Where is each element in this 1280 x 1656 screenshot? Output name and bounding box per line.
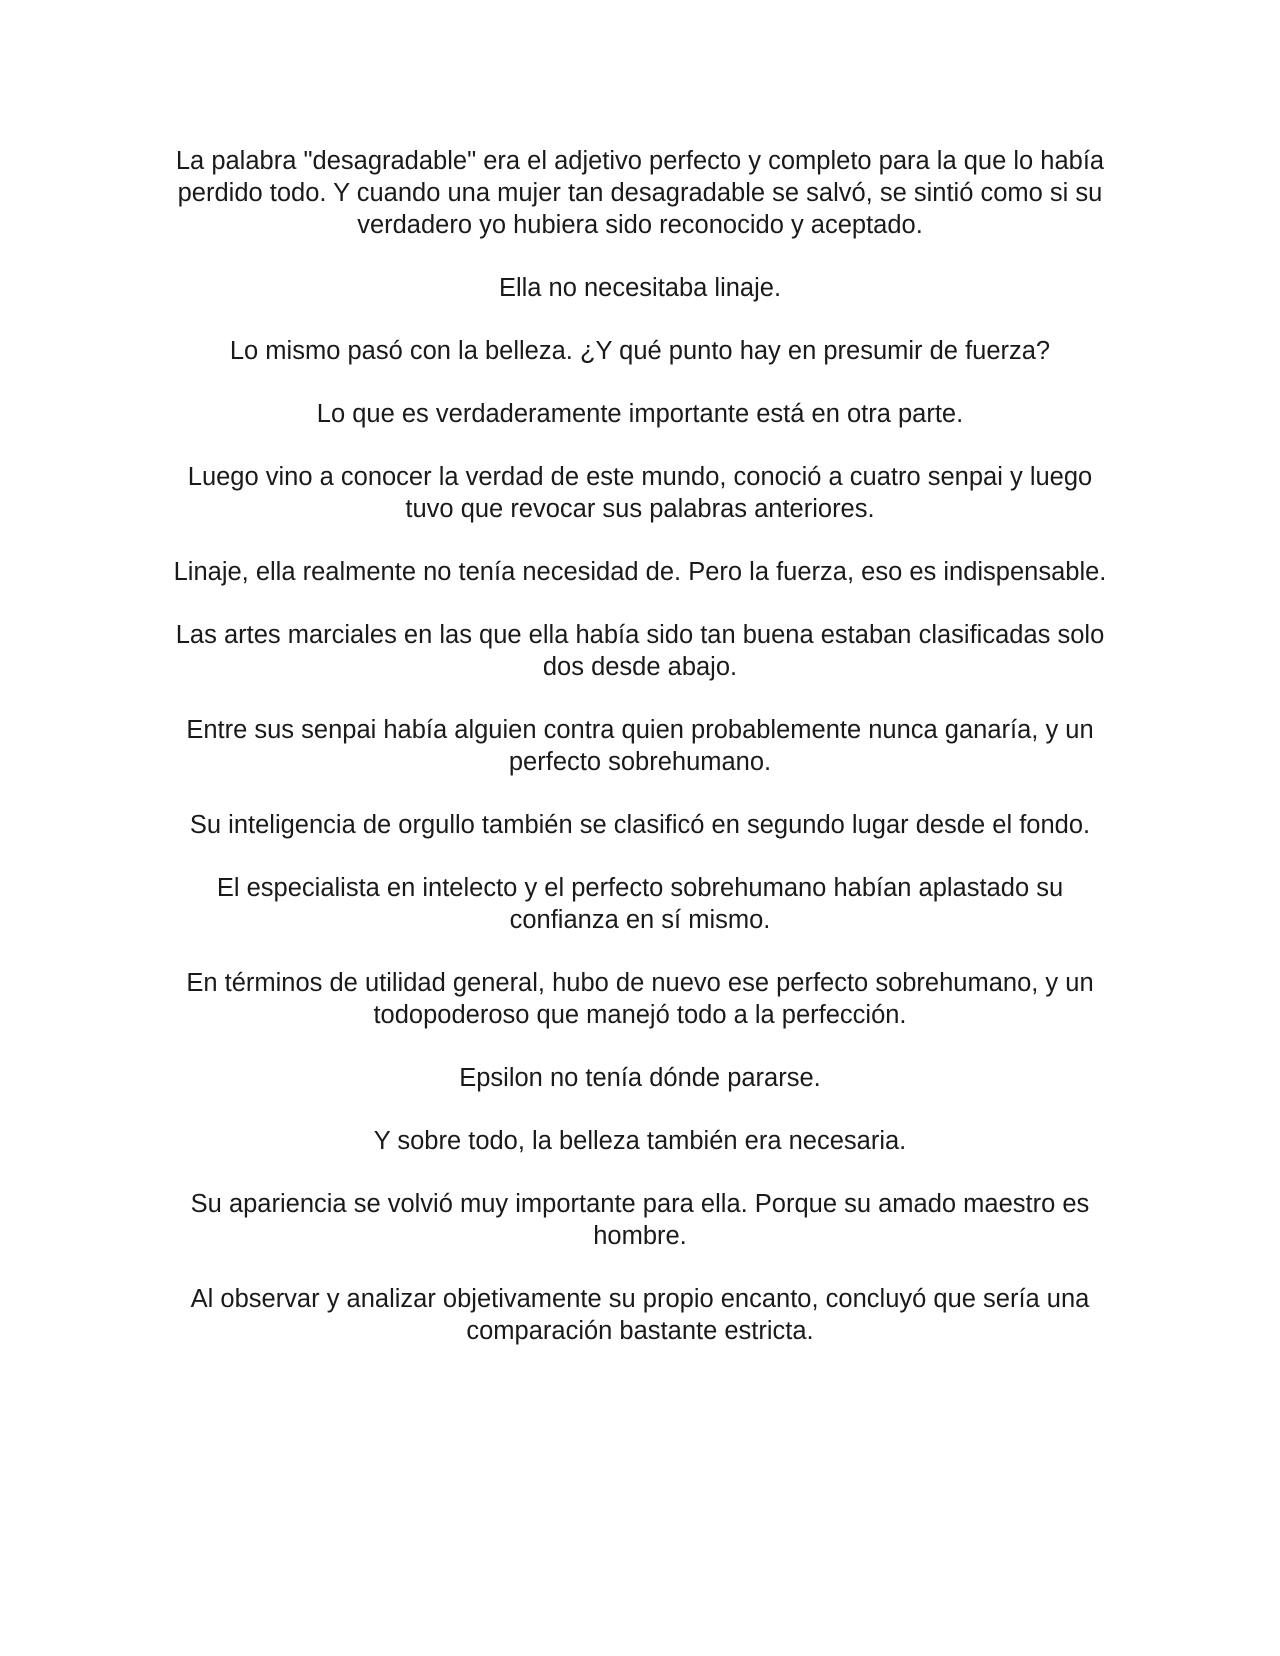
paragraph-11: En términos de utilidad general, hubo de nuevo ese perfecto sobrehumano, y un todopoderoso que manejó todo a la perfección. <box>186 969 1094 1029</box>
paragraph-12: Epsilon no tenía dónde pararse. <box>459 1064 821 1092</box>
paragraph-9: Su inteligencia de orgullo también se clasificó en segundo lugar desde el fondo. <box>189 811 1091 839</box>
paragraph-15: Al observar y analizar objetivamente su propio encanto, concluyó que sería una comparación bastante estricta. <box>190 1285 1090 1345</box>
paragraph-14: Su apariencia se volvió muy importante para ella. Porque su amado maestro es hombre. <box>190 1190 1090 1250</box>
paragraph-13: Y sobre todo, la belleza también era necesaria. <box>373 1127 907 1155</box>
paragraph-2: Ella no necesitaba linaje. <box>498 274 782 302</box>
paragraph-3: Lo mismo pasó con la belleza. ¿Y qué punto hay en presumir de fuerza? <box>229 337 1051 365</box>
paragraph-10: El especialista en intelecto y el perfecto sobrehumano habían aplastado su confianza en sí mismo. <box>216 874 1064 934</box>
paragraph-4: Lo que es verdaderamente importante está en otra parte. <box>316 400 964 428</box>
paragraph-1: La palabra "desagradable" era el adjetivo perfecto y completo para la que lo había perdido todo. Y cuando una mujer tan desagradable se salvó, se sintió como si su verdadero yo hubiera sido reconocido y aceptado. <box>175 147 1105 239</box>
paragraph-5: Luego vino a conocer la verdad de este mundo, conoció a cuatro senpai y luego tuvo que revocar sus palabras anteriores. <box>187 463 1093 523</box>
paragraph-8: Entre sus senpai había alguien contra quien probablemente nunca ganaría, y un perfecto sobrehumano. <box>186 716 1094 776</box>
text-column <box>165 145 1115 1378</box>
paragraph-7: Las artes marciales en las que ella había sido tan buena estaban clasificadas solo dos desde abajo. <box>175 621 1105 681</box>
paragraph-6: Linaje, ella realmente no tenía necesidad de. Pero la fuerza, eso es indispensable. <box>173 558 1107 586</box>
